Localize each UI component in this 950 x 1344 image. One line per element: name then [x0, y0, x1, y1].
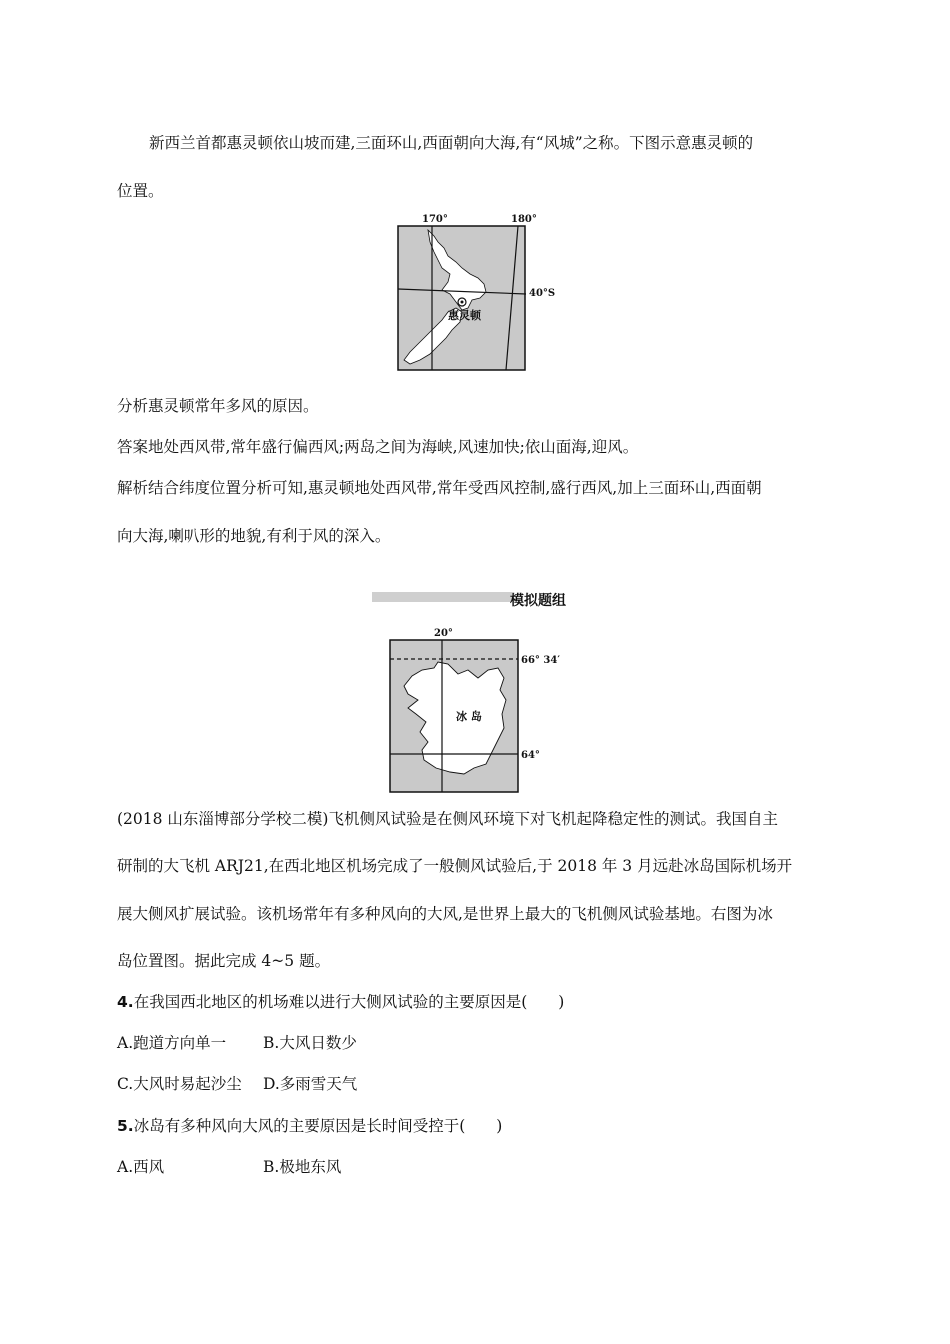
nz-lon-180: 180°: [511, 214, 537, 225]
passage-line-4: 岛位置图。据此完成 4~5 题。: [117, 952, 331, 970]
nz-city-label: 惠灵顿: [448, 309, 481, 322]
answer-text: 答案地处西风带,常年盛行偏西风;两岛之间为海峡,风速加快;依山面海,迎风。: [117, 438, 639, 456]
question-4-number: 4.: [117, 993, 134, 1011]
iceland-label: 冰 岛: [456, 710, 482, 723]
question-5: [117, 1116, 502, 1136]
intro-line-2: 位置。: [117, 182, 164, 200]
new-zealand-map: [396, 212, 566, 374]
analysis-line-2: 向大海,喇叭形的地貌,有利于风的深入。: [117, 527, 391, 545]
passage-line-1: (2018 山东淄博部分学校二模)飞机侧风试验是在侧风环境下对飞机起降稳定性的测试。我国自主: [117, 810, 778, 828]
iceland-lat-64: 64°: [521, 750, 540, 761]
iceland-lon-20: 20°: [434, 628, 453, 639]
section-title: 模拟题组: [510, 593, 566, 609]
question-text: 分析惠灵顿常年多风的原因。: [117, 397, 319, 415]
intro-line-1: 新西兰首都惠灵顿依山坡而建,三面环山,西面朝向大海,有“风城”之称。下图示意惠灵顿的: [149, 134, 754, 152]
question-4-stem: 在我国西北地区的机场难以进行大侧风试验的主要原因是( ): [133, 993, 565, 1011]
iceland-map: [388, 624, 568, 796]
question-5-stem: 冰岛有多种风向大风的主要原因是长时间受控于( ): [133, 1117, 503, 1135]
q4-option-a: A.跑道方向单一: [117, 1034, 227, 1052]
q5-option-a: A.西风: [117, 1158, 165, 1176]
passage-line-3: 展大侧风扩展试验。该机场常年有多种风向的大风,是世界上最大的飞机侧风试验基地。右图为冰: [117, 905, 773, 923]
iceland-lat-arctic: 66° 34′: [521, 655, 560, 666]
analysis-line-1: 解析结合纬度位置分析可知,惠灵顿地处西风带,常年受西风控制,盛行西风,加上三面环山,西面朝: [117, 479, 762, 497]
q4-option-d: D.多雨雪天气: [263, 1075, 358, 1093]
section-bar: [372, 592, 512, 602]
question-5-number: 5.: [117, 1117, 134, 1135]
q4-option-c: C.大风时易起沙尘: [117, 1075, 242, 1093]
nz-lon-170: 170°: [422, 214, 448, 225]
q5-option-b: B.极地东风: [263, 1158, 342, 1176]
q4-option-b: B.大风日数少: [263, 1034, 357, 1052]
question-4: [117, 992, 564, 1012]
nz-lat-40s: 40°S: [529, 288, 556, 299]
passage-line-2: 研制的大飞机 ARJ21,在西北地区机场完成了一般侧风试验后,于 2018 年 3 月远赴冰岛国际机场开: [117, 857, 793, 875]
